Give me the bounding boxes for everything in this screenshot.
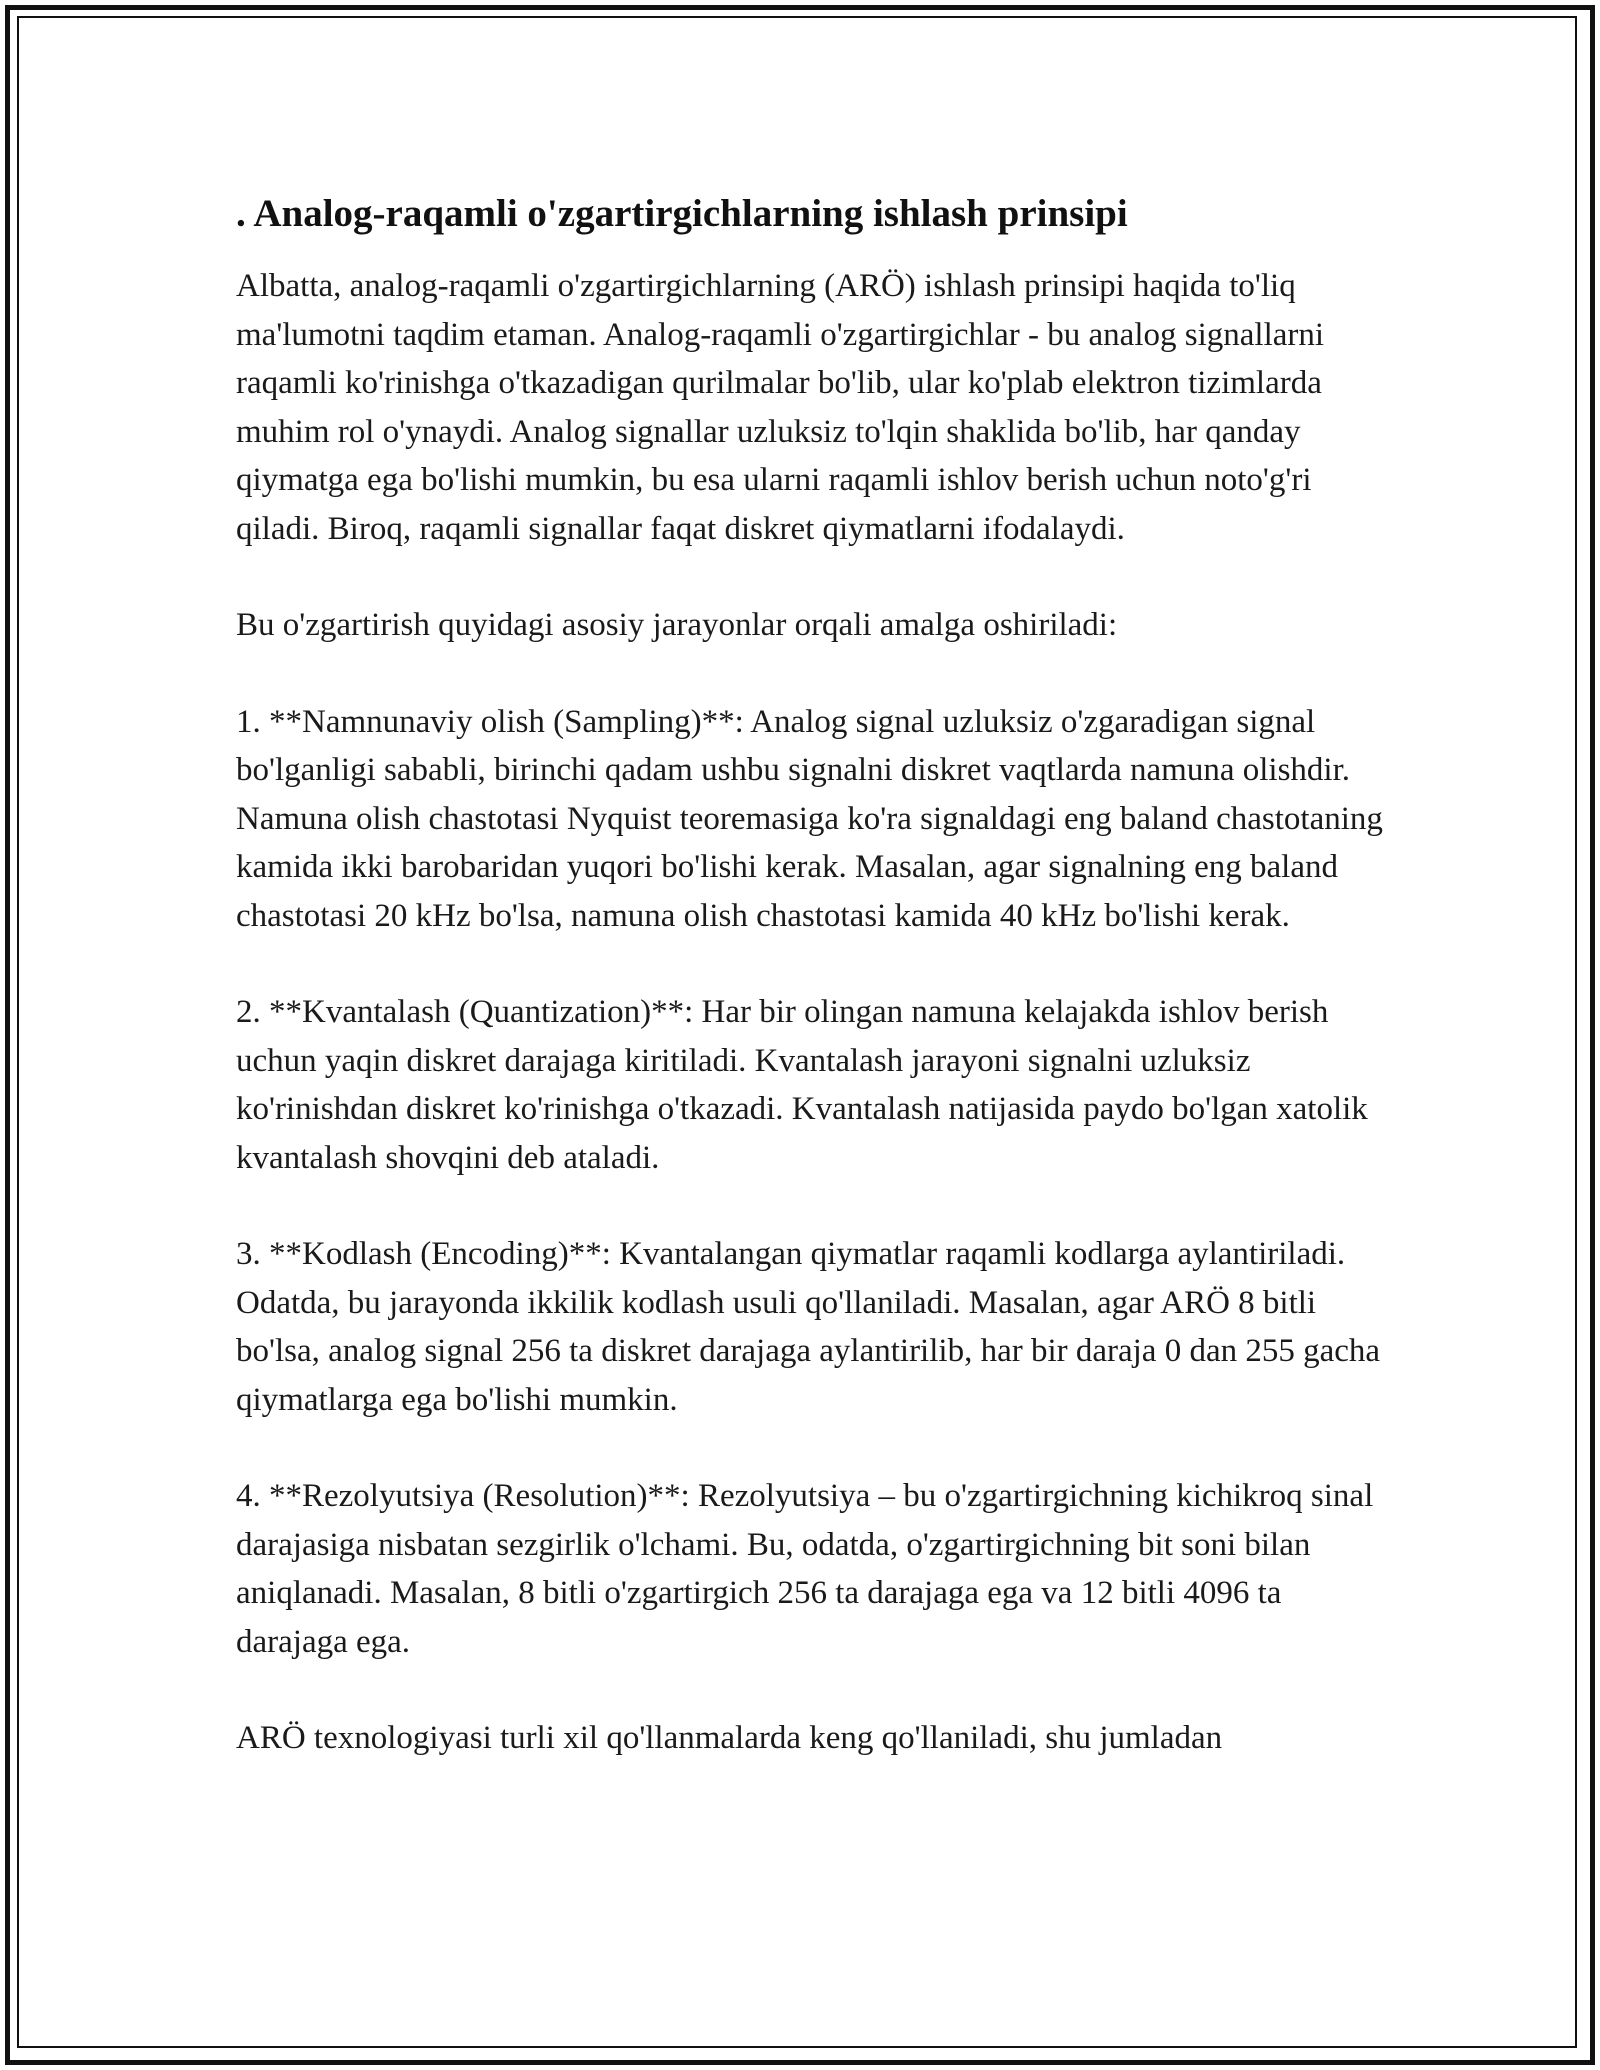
applications-paragraph: ARÖ texnologiyasi turli xil qo'llanmalarda keng qo'llaniladi, shu jumladan bbox=[236, 1720, 1223, 1756]
process-intro-paragraph: Bu o'zgartirish quyidagi asosiy jarayonlar orqali amalga oshiriladi: bbox=[236, 607, 1118, 643]
encoding-paragraph: 3. **Kodlash (Encoding)**: Kvantalangan qiymatlar raqamli kodlarga aylantiriladi. Odatda, bu jarayonda ikkilik kodlash usuli qo'llaniladi. Masalan, agar ARÖ 8 bitli bo'lsa, analog signal 256 ta diskret darajaga aylantirilib, har bir daraja 0 dan 255 gacha qiymatlarga ega bo'lishi mumkin. bbox=[236, 1236, 1381, 1418]
quantization-paragraph: 2. **Kvantalash (Quantization)**: Har bir olingan namuna kelajakda ishlov berish uchun yaqin diskret darajaga kiritiladi. Kvantalash jarayoni signalni uzluksiz ko'rinishdan diskret ko'rinishga o'tkazadi. Kvantalash natijasida paydo bo'lgan xatolik kvantalash shovqini deb ataladi. bbox=[236, 994, 1368, 1176]
intro-paragraph: Albatta, analog-raqamli o'zgartirgichlarning (ARÖ) ishlash prinsipi haqida to'liq ma'lumotni taqdim etaman. Analog-raqamli o'zgartirgichlar - bu analog signallarni raqamli ko'rinishga o'tkazadigan qurilmalar bo'lib, ular ko'plab elektron tizimlarda muhim rol o'ynaydi. Analog signallar uzluksiz to'lqin shaklida bo'lib, har qanday qiymatga ega bo'lishi mumkin, bu esa ularni raqamli ishlov berish uchun noto'g'ri qiladi. Biroq, raqamli signallar faqat diskret qiymatlarni ifodalaydi. bbox=[236, 268, 1325, 547]
resolution-paragraph: 4. **Rezolyutsiya (Resolution)**: Rezolyutsiya – bu o'zgartirgichning kichikroq sinal darajasiga nisbatan sezgirlik o'lchami. Bu, odatda, o'zgartirgichning bit soni bilan aniqlanadi. Masalan, 8 bitli o'zgartirgich 256 ta darajaga ega va 12 bitli 4096 ta darajaga ega. bbox=[236, 1478, 1374, 1660]
document-title: . Analog-raqamli o'zgartirgichlarning ishlash prinsipi bbox=[236, 192, 1128, 235]
document-body bbox=[236, 188, 1386, 1763]
sampling-paragraph: 1. **Namnunaviy olish (Sampling)**: Analog signal uzluksiz o'zgaradigan signal bo'lganligi sababli, birinchi qadam ushbu signalni diskret vaqtlarda namuna olishdir. Namuna olish chastotasi Nyquist teoremasiga ko'ra signaldagi eng baland chastotaning kamida ikki barobaridan yuqori bo'lishi kerak. Masalan, agar signalning eng baland chastotasi 20 kHz bo'lsa, namuna olish chastotasi kamida 40 kHz bo'lishi kerak. bbox=[236, 703, 1383, 934]
